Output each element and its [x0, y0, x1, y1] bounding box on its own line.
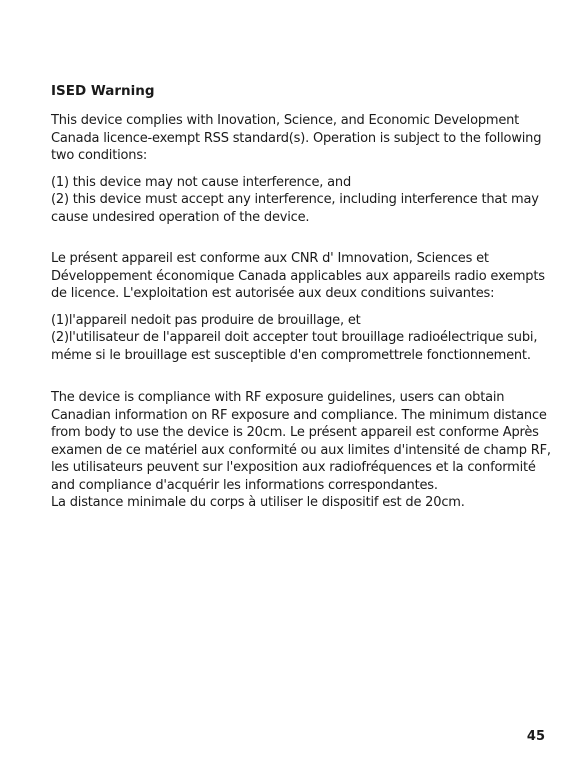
text-line: La distance minimale du corps à utiliser le dispositif est de 20cm.: [51, 495, 465, 510]
condition-1: (1)l'appareil nedoit pas produire de brouillage, et: [51, 312, 361, 328]
condition-2-line: (2)l'utilisateur de l'appareil doit accepter tout brouillage radioélectrique subi,: [51, 330, 538, 345]
english-conditions: [51, 174, 551, 227]
condition-1: (1) this device may not cause interference, and: [51, 174, 351, 190]
text-line: Canada licence-exempt RSS standard(s). Operation is subject to the following: [51, 130, 542, 146]
condition-2-line: (2) this device must accept any interference, including interference that may: [51, 192, 539, 207]
rf-exposure-paragraph: [51, 389, 551, 512]
french-intro-paragraph: [51, 250, 551, 303]
section-title: ISED Warning: [51, 83, 155, 99]
text-line: Le présent appareil est conforme aux CNR d' Imnovation, Sciences et: [51, 251, 489, 266]
text-line: from body to use the device is 20cm. Le présent appareil est conforme Après: [51, 425, 539, 440]
text-line: Canadian information on RF exposure and compliance. The minimum distance: [51, 407, 547, 423]
french-conditions: [51, 312, 551, 365]
text-line: and compliance d'acquérir les informations correspondantes.: [51, 477, 438, 493]
condition-2-line: méme si le brouillage est susceptible d'en compromettrele fonctionnement.: [51, 347, 531, 363]
document-page: [51, 82, 551, 512]
text-line: examen de ce matériel aux conformité ou aux limites d'intensité de champ RF,: [51, 442, 551, 458]
text-line: The device is compliance with RF exposure guidelines, users can obtain: [51, 390, 505, 405]
condition-2-line: cause undesired operation of the device.: [51, 209, 310, 225]
text-line: les utilisateurs peuvent sur l'exposition aux radiofréquences et la conformité: [51, 460, 536, 475]
text-line: Développement économique Canada applicables aux appareils radio exempts: [51, 268, 545, 284]
english-intro-paragraph: [51, 112, 551, 165]
page-number: 45: [526, 729, 545, 744]
text-line: de licence. L'exploitation est autorisée aux deux conditions suivantes:: [51, 286, 495, 301]
text-line: This device complies with Inovation, Science, and Economic Development: [51, 113, 520, 128]
text-line: two conditions:: [51, 148, 148, 163]
